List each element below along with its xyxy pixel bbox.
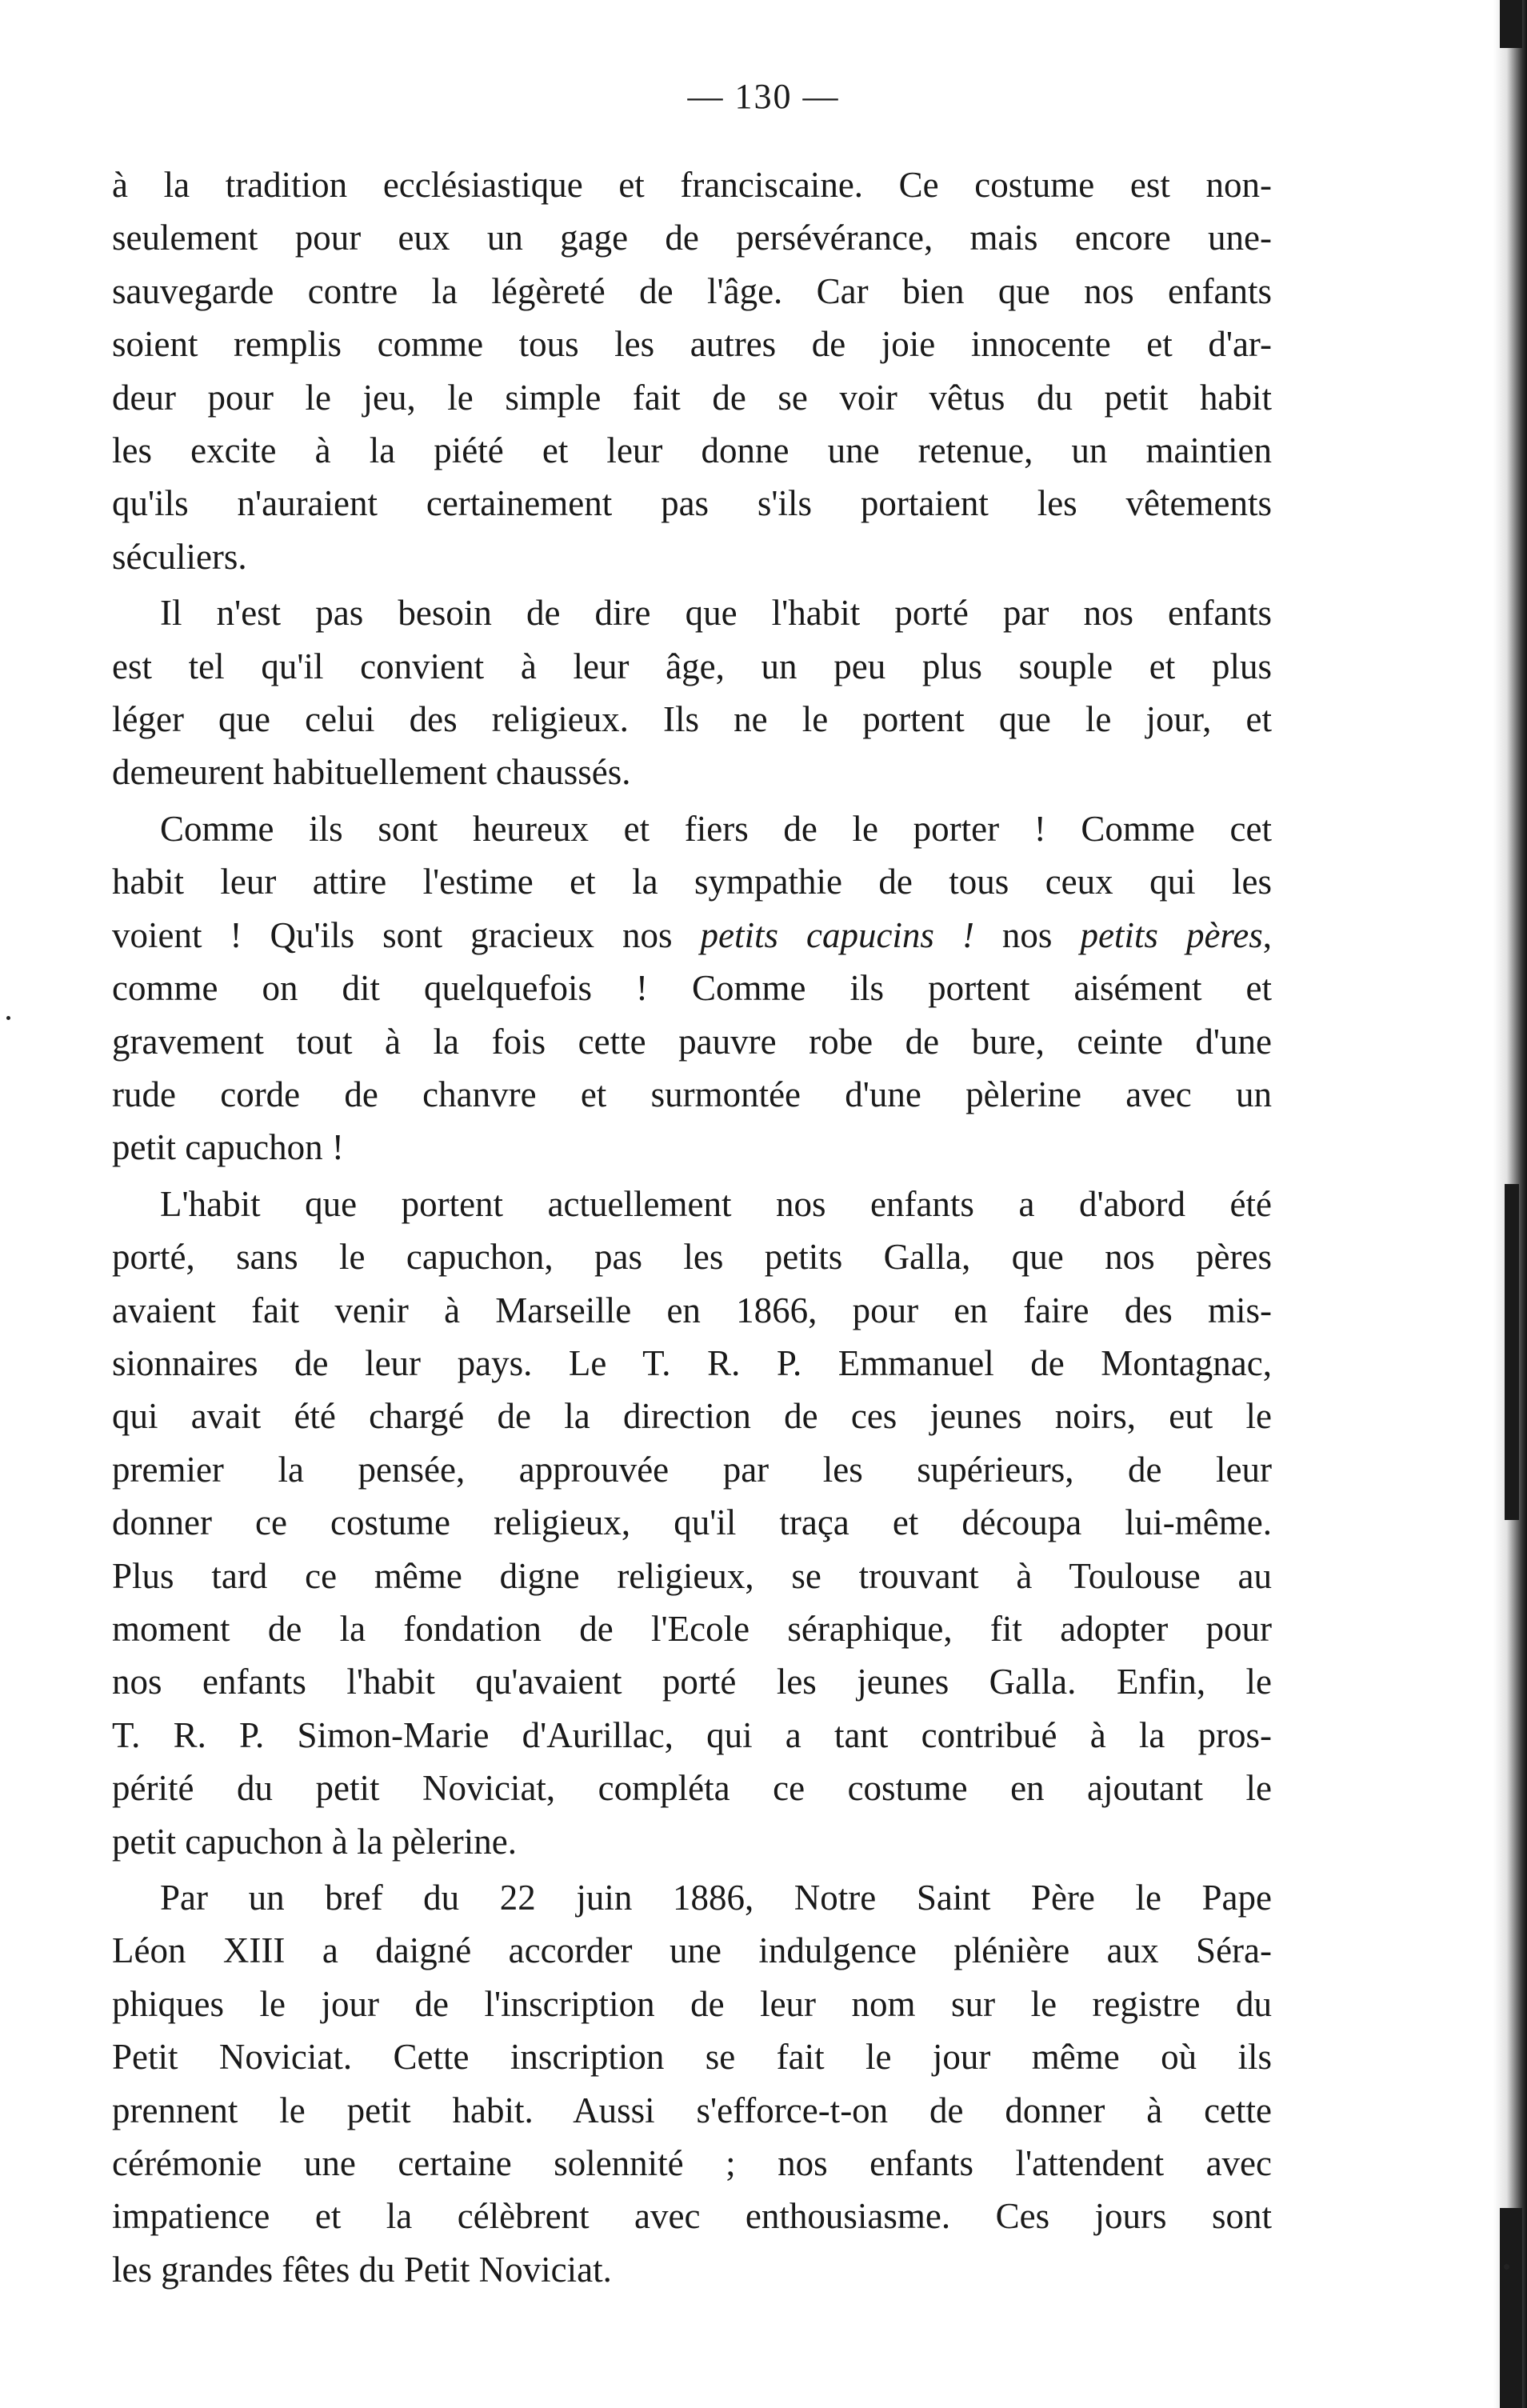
text-segment: habit leur attire l'estime et la sympathie de tous ceux qui les bbox=[112, 862, 1272, 902]
text-line: à la tradition ecclésiastique et franciscaine. Ce costume est non- bbox=[112, 165, 1272, 205]
text-line: léger que celui des religieux. Ils ne le portent que le jour, et bbox=[112, 699, 1272, 740]
text-line: Petit Noviciat. Cette inscription se fait le jour même où ils bbox=[112, 2037, 1272, 2078]
text-line bbox=[112, 1068, 1272, 1121]
text-line bbox=[112, 962, 1272, 1014]
text-line: les grandes fêtes du Petit Noviciat. bbox=[112, 2249, 612, 2290]
text-line: phiques le jour de l'inscription de leur nom sur le registre du bbox=[112, 1983, 1272, 2024]
text-line: est tel qu'il convient à leur âge, un peu plus souple et plus bbox=[112, 646, 1272, 686]
text-line: porté, sans le capuchon, pas les petits Galla, que nos pères bbox=[112, 1237, 1272, 1278]
text-line: sauvegarde contre la légèreté de l'âge. Car bien que nos enfants bbox=[112, 270, 1272, 311]
text-line: deur pour le jeu, le simple fait de se voir vêtus du petit habit bbox=[112, 377, 1272, 418]
text-line: nos enfants l'habit qu'avaient porté les jeunes Galla. Enfin, le bbox=[112, 1662, 1272, 1702]
text-line: qu'ils n'auraient certainement pas s'ils portaient les vêtements bbox=[112, 483, 1272, 524]
text-line: donner ce costume religieux, qu'il traça et découpa lui-même. bbox=[112, 1502, 1272, 1543]
text-line: séculiers. bbox=[112, 536, 247, 577]
scan-edge-mark bbox=[1500, 0, 1522, 48]
text-line bbox=[112, 802, 1272, 855]
text-line bbox=[112, 909, 1272, 962]
text-line: Plus tard ce même digne religieux, se trouvant à Toulouse au bbox=[112, 1555, 1272, 1596]
paragraph-1 bbox=[112, 158, 1272, 583]
text-line: prennent le petit habit. Aussi s'efforce-t-on de donner à cette bbox=[112, 2090, 1272, 2130]
scan-speck bbox=[6, 1016, 10, 1020]
text-segment: rude corde de chanvre et surmontée d'une pèlerine avec un bbox=[112, 1074, 1272, 1114]
paragraph-5 bbox=[112, 1871, 1272, 2296]
text-segment: , bbox=[1262, 914, 1272, 955]
paragraph-2 bbox=[112, 586, 1272, 799]
text-line: T. R. P. Simon-Marie d'Aurillac, qui a tant contribué à la pros- bbox=[112, 1714, 1272, 1755]
text-line: qui avait été chargé de la direction de ces jeunes noirs, eut le bbox=[112, 1396, 1272, 1437]
text-line: premier la pensée, approuvée par les supérieurs, de leur bbox=[112, 1449, 1272, 1490]
text-line: impatience et la célèbrent avec enthousiasme. Ces jours sont bbox=[112, 2196, 1272, 2237]
scan-speck bbox=[1504, 2264, 1509, 2270]
italic-phrase: petits capucins ! bbox=[700, 914, 974, 955]
text-line: avaient fait venir à Marseille en 1866, pour en faire des mis- bbox=[112, 1290, 1272, 1330]
scan-edge-mark bbox=[1505, 1184, 1519, 1520]
text-line: petit capuchon à la pèlerine. bbox=[112, 1821, 518, 1862]
text-segment: nos bbox=[973, 914, 1081, 955]
text-segment: gravement tout à la fois cette pauvre robe de bure, ceinte d'une bbox=[112, 1021, 1272, 1062]
paragraph-4 bbox=[112, 1178, 1272, 1868]
text-line: demeurent habituellement chaussés. bbox=[112, 752, 631, 793]
text-line: les excite à la piété et leur donne une retenue, un maintien bbox=[112, 430, 1272, 471]
text-line: moment de la fondation de l'Ecole séraphique, fit adopter pour bbox=[112, 1608, 1272, 1649]
text-line bbox=[112, 855, 1272, 908]
text-line: L'habit que portent actuellement nos enfants a d'abord été bbox=[160, 1183, 1272, 1224]
text-segment: comme on dit quelquefois ! Comme ils portent aisément et bbox=[112, 968, 1272, 1009]
text-line bbox=[112, 1121, 1272, 1174]
text-line: périté du petit Noviciat, compléta ce costume en ajoutant le bbox=[112, 1768, 1272, 1809]
text-line: Par un bref du 22 juin 1886, Notre Saint Père le Pape bbox=[160, 1878, 1272, 1918]
text-line: sionnaires de leur pays. Le T. R. P. Emmanuel de Montagnac, bbox=[112, 1342, 1272, 1383]
italic-phrase: petits pères bbox=[1080, 914, 1263, 955]
text-line bbox=[112, 1015, 1272, 1068]
body-text bbox=[112, 158, 1272, 2299]
text-segment: voient ! Qu'ils sont gracieux nos bbox=[112, 914, 701, 955]
paragraph-3 bbox=[112, 802, 1272, 1174]
text-segment: petit capuchon ! bbox=[112, 1127, 344, 1168]
text-line: Il n'est pas besoin de dire que l'habit porté par nos enfants bbox=[160, 593, 1272, 634]
page-number: — 130 — bbox=[687, 77, 840, 116]
text-line: Léon XIII a daigné accorder une indulgence plénière aux Séra- bbox=[112, 1930, 1272, 1971]
text-line: cérémonie une certaine solennité ; nos enfants l'attendent avec bbox=[112, 2143, 1272, 2184]
text-line: seulement pour eux un gage de persévérance, mais encore une- bbox=[112, 218, 1272, 258]
text-segment: Comme ils sont heureux et fiers de le porter ! Comme cet bbox=[160, 808, 1272, 849]
scan-edge-mark bbox=[1500, 2208, 1522, 2408]
text-line: soient remplis comme tous les autres de joie innocente et d'ar- bbox=[112, 324, 1272, 365]
